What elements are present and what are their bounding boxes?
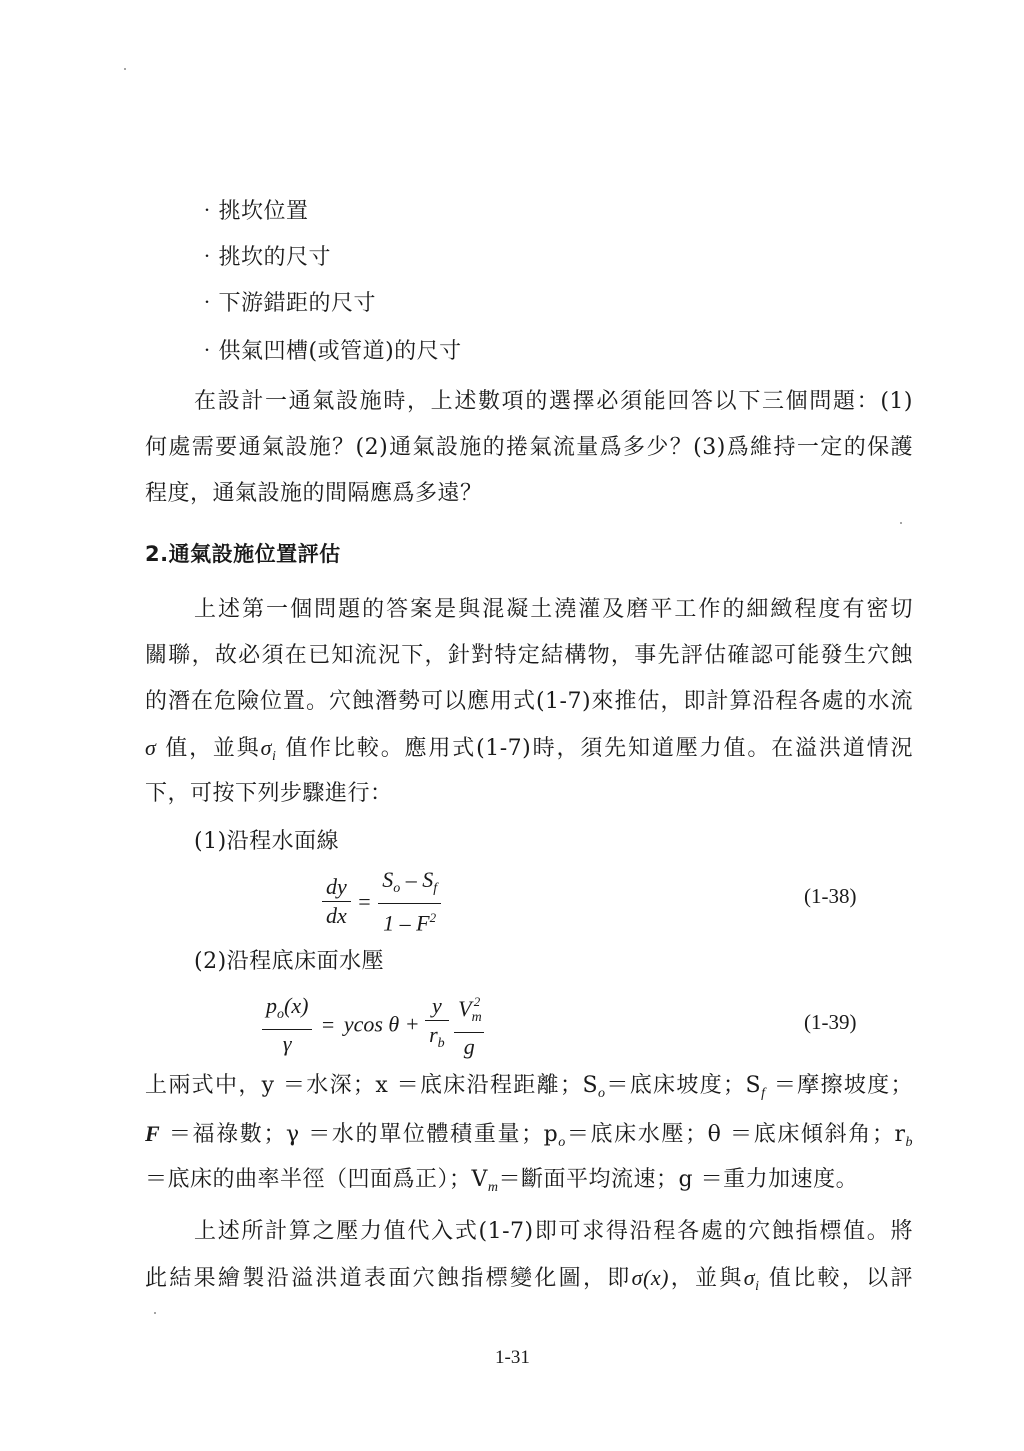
text-run: F <box>145 1121 161 1146</box>
paragraph-line <box>145 1072 913 1108</box>
text-run: ＝斷面平均流速；g ＝重力加速度。 <box>498 1167 859 1192</box>
bullet-item: ‧挑坎的尺寸 <box>196 245 332 270</box>
paragraph-line <box>145 1166 858 1202</box>
denominator: γ <box>282 1030 292 1056</box>
text-run: ＝底床坡度；S <box>605 1073 762 1098</box>
sigma-symbol: σ <box>260 735 273 760</box>
paragraph-line: 的潛在危險位置。穴蝕潛勢可以應用式(1-7)來推估，即計算沿程各處的水流 <box>145 689 913 714</box>
bullet-item: ‧挑坎位置 <box>196 199 309 224</box>
paragraph-line <box>145 1264 913 1301</box>
denominator: dx <box>326 903 347 929</box>
paragraph-line: 下，可按下列步驟進行： <box>145 781 393 806</box>
text-run: 值作比較。應用式(1-7)時，須先知道壓力值。在溢洪道情況 <box>276 736 913 761</box>
fraction <box>378 868 441 935</box>
text-run: ＝福祿數；γ ＝水的單位體積重量；p <box>160 1122 559 1147</box>
equation-1-38 <box>322 868 441 935</box>
text-run: ＝摩擦坡度； <box>765 1073 914 1098</box>
denominator: $1 - F^2$ <box>383 910 437 936</box>
bullet-item: ‧下游錯距的尺寸 <box>196 291 377 316</box>
subscript: i <box>755 1279 760 1294</box>
text-run: 上兩式中，y ＝水深；x ＝底床沿程距離；S <box>145 1073 599 1098</box>
text-run: 此結果繪製沿溢洪道表面穴蝕指標變化圖，即 <box>145 1266 632 1291</box>
scan-speck <box>154 1312 156 1314</box>
equals-sign: = <box>321 1011 335 1037</box>
fraction <box>262 994 312 1056</box>
text-run: ＝底床的曲率半徑（凹面爲正）；V <box>145 1167 488 1192</box>
paragraph-line: 程度，通氣設施的間隔應爲多遠？ <box>145 481 483 506</box>
numerator: y <box>425 994 449 1021</box>
numerator: dy <box>322 875 351 902</box>
bullet-item: ‧供氣凹槽(或管道)的尺寸 <box>196 339 462 364</box>
equation-1-39 <box>262 990 484 1059</box>
subscript: m <box>487 1180 499 1195</box>
sigma-symbol: σ <box>743 1265 756 1290</box>
paragraph-line: 上述所計算之壓力值代入式(1-7)即可求得沿程各處的穴蝕指標值。將 <box>194 1219 913 1244</box>
paragraph-line <box>145 1120 913 1157</box>
text-run: ＝底床水壓；θ ＝底床傾斜角；r <box>565 1122 906 1147</box>
scan-speck <box>900 522 902 524</box>
equals-sign: = <box>358 888 371 914</box>
equation-number: (1-38) <box>804 884 857 908</box>
denominator: $r_b$ <box>429 1021 445 1051</box>
paragraph-line: 關聯，故必須在已知流況下，針對特定結構物，事先評估確認可能發生穴蝕 <box>145 643 913 668</box>
sigma-symbol: σ <box>145 735 157 760</box>
subscript: f <box>761 1086 766 1101</box>
fraction <box>322 875 351 928</box>
paragraph-line: 上述第一個問題的答案是與混凝土澆灌及磨平工作的細緻程度有密切 <box>194 597 913 622</box>
numerator: $S_o - S_f$ <box>378 868 441 904</box>
paragraph-line: 在設計一通氣設施時，上述數項的選擇必須能回答以下三個問題：(1) <box>194 389 913 414</box>
equation-number: (1-39) <box>804 1010 857 1034</box>
paragraph-line <box>145 734 913 771</box>
numerator: $p_o(x)$ <box>262 994 312 1030</box>
sigma-symbol: σ(x) <box>631 1265 669 1290</box>
text-run: ，並與 <box>668 1266 744 1291</box>
term: ycos θ + <box>343 1011 420 1037</box>
text-run: 值比較，以評 <box>759 1266 913 1291</box>
subscript: b <box>905 1135 913 1150</box>
subscript: o <box>558 1135 566 1150</box>
step-label: (2)沿程底床面水壓 <box>194 949 385 974</box>
denominator: g <box>463 1034 475 1059</box>
fraction <box>425 994 449 1056</box>
scan-speck <box>124 68 126 70</box>
subscript: o <box>598 1086 606 1101</box>
paragraph-line: 何處需要通氣設施？(2)通氣設施的捲氣流量爲多少？(3)爲維持一定的保護 <box>145 435 913 460</box>
numerator: $V_m^2$ <box>454 990 484 1033</box>
text-run: 值，並與 <box>156 736 261 761</box>
step-label: (1)沿程水面線 <box>194 829 340 854</box>
fraction <box>454 990 484 1059</box>
page-number: 1-31 <box>495 1347 530 1368</box>
section-heading: 2.通氣設施位置評估 <box>145 542 341 566</box>
subscript: i <box>272 749 277 764</box>
